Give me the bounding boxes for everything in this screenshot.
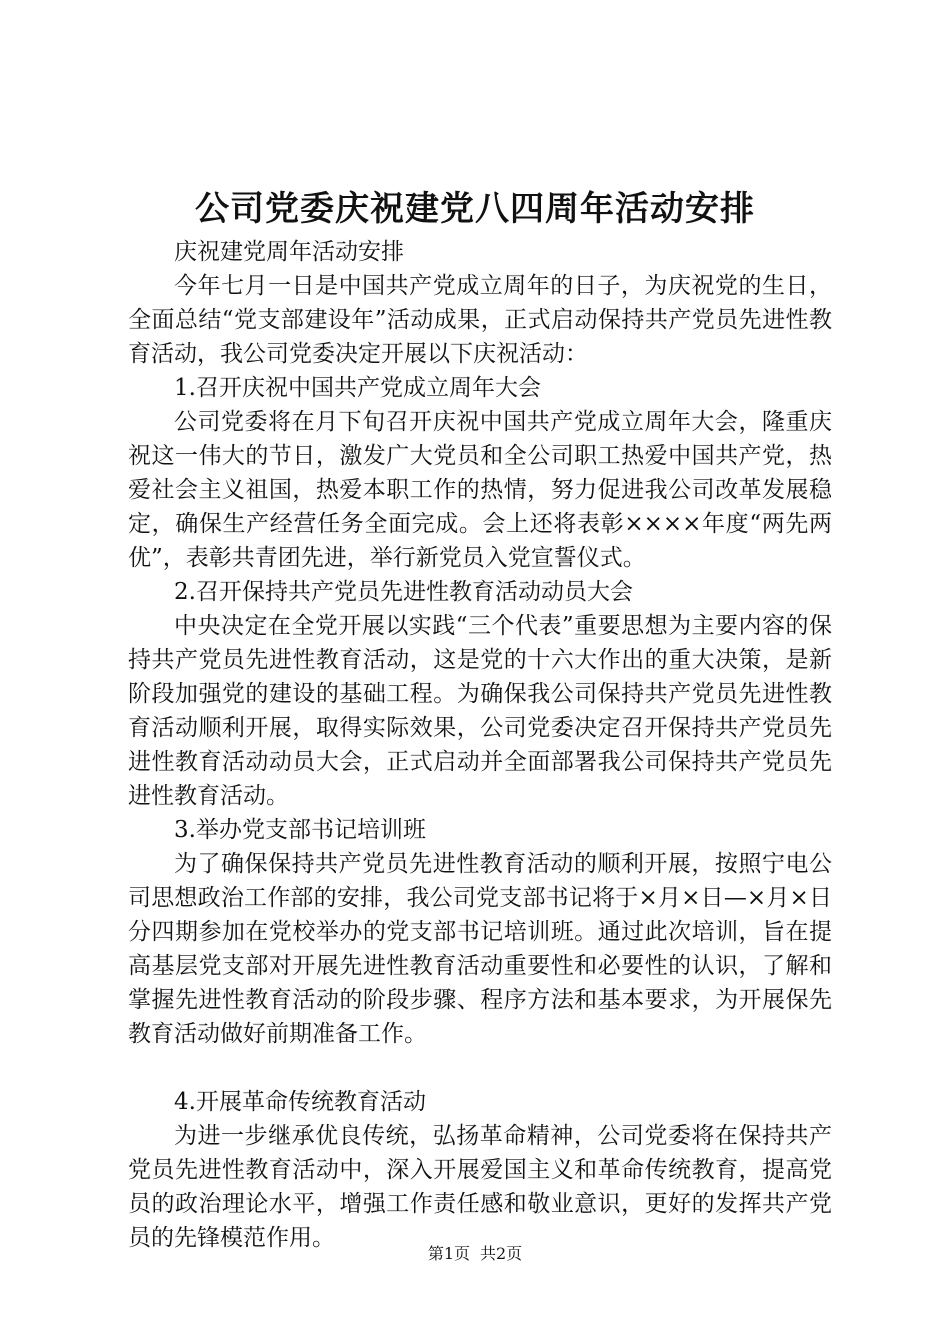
page-footer <box>0 1242 950 1266</box>
paragraph-section-1: 公司党委将在月下旬召开庆祝中国共产党成立周年大会，隆重庆祝这一伟大的节日，激发广大党员和全公司职工热爱中国共产党，热爱社会主义祖国，热爱本职工作的热情，努力促进我公司改革发展稳定，确保生产经营任务全面完成。会上还将表彰××××年度“两先两优”，表彰共青团先进，举行新党员入党宣誓仪式。 <box>128 409 832 571</box>
section-heading-3: 3.举办党支部书记培训班 <box>174 817 426 843</box>
paragraph-section-2: 中央决定在全党开展以实践“三个代表”重要思想为主要内容的保持共产党员先进性教育活动，这是党的十六大作出的重大决策，是新阶段加强党的建设的基础工程。为确保我公司保持共产党员先进性教育活动顺利开展，取得实际效果，公司党委决定召开保持共产党员先进性教育活动动员大会，正式启动并全面部署我公司保持共产党员先进性教育活动。 <box>128 613 832 809</box>
document-title: 公司党委庆祝建党八四周年活动安排 <box>195 189 755 229</box>
paragraph-intro: 今年七月一日是中国共产党成立周年的日子，为庆祝党的生日，全面总结“党支部建设年”活动成果，正式启动保持共产党员先进性教育活动，我公司党委决定开展以下庆祝活动： <box>128 273 832 367</box>
section-heading-1: 1.召开庆祝中国共产党成立周年大会 <box>174 375 541 401</box>
page-number: 第1页 <box>427 1244 470 1263</box>
paragraph-subtitle: 庆祝建党周年活动安排 <box>174 239 404 265</box>
paragraph-section-3: 为了确保保持共产党员先进性教育活动的顺利开展，按照宁电公司思想政治工作部的安排，我公司党支部书记将于×月×日—×月×日分四期参加在党校举办的党支部书记培训班。通过此次培训，旨在提高基层党支部对开展先进性教育活动重要性和必要性的认识，了解和掌握先进性教育活动的阶段步骤、程序方法和基本要求，为开展保先教育活动做好前期准备工作。 <box>128 851 832 1047</box>
paragraph-section-4: 为进一步继承优良传统，弘扬革命精神，公司党委将在保持共产党员先进性教育活动中，深入开展爱国主义和革命传统教育，提高党员的政治理论水平，增强工作责任感和敬业意识，更好的发挥共产党员的先锋模范作用。 <box>128 1123 832 1251</box>
document-body <box>128 235 832 1255</box>
section-heading-2: 2.召开保持共产党员先进性教育活动动员大会 <box>174 579 633 605</box>
page-total: 共2页 <box>480 1244 523 1263</box>
section-heading-4: 4.开展革命传统教育活动 <box>174 1089 426 1115</box>
